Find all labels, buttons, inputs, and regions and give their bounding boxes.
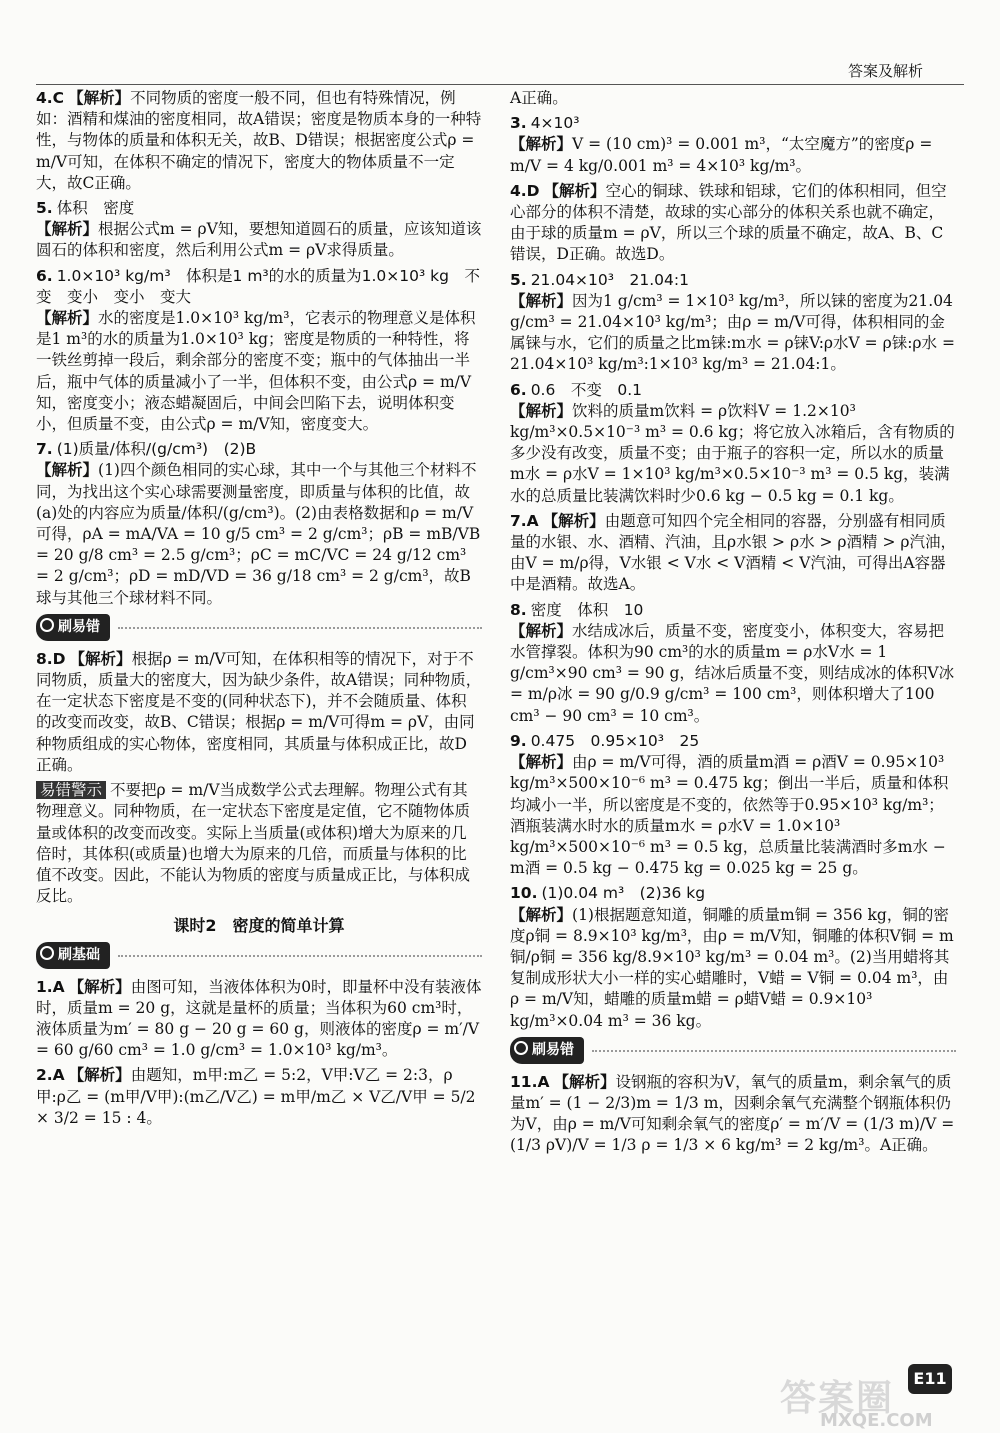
answer-item <box>510 731 956 879</box>
answer-item <box>36 1065 482 1129</box>
analysis-text: 由题意可知四个完全相同的容器，分别盛有相同质量的水银、水、酒精、汽油，且ρ水银 > ρ水 > ρ酒精 > ρ汽油，由V = m/ρ得，V水银 < V水 < V酒精 < V汽油，可得出A容器中是酒精。故选A。 <box>510 511 956 594</box>
header-rule <box>36 84 964 85</box>
question-number: 5. <box>510 270 527 289</box>
analysis-tag: 【解析】 <box>542 511 605 530</box>
answer-item <box>36 439 482 609</box>
analysis-text: 饮料的质量m饮料 = ρ饮料V = 1.2×10³ kg/m³×0.5×10⁻³ m³ = 0.6 kg；将它放入冰箱后，含有物质的多少没有改变，质量不变；由于瓶子的容积一定，所以水的质量m水 = ρ水V = 1×10³ kg/m³×0.5×10⁻³ m³ = 0.5 kg，装满水的总质量比装满饮料时少0.6 kg − 0.5 kg = 0.1 kg。 <box>510 401 955 505</box>
analysis-tag: 【解析】 <box>543 181 606 200</box>
section-badge: 刷易错 <box>510 1037 584 1064</box>
divider <box>118 955 482 957</box>
analysis-text: (1)四个颜色相同的实心球，其中一个与其他三个材料不同，为找出这个实心球需要测量密度，即质量与体积的比值，故(a)处的内容应为质量/体积/(g/cm³)。(2)由表格数据和ρ = m/V可得，ρA = mA/VA = 10 g/5 cm³ = 2 g/cm³；ρB = mB/VB = 20 g/8 cm³ = 2.5 g/cm³；ρC = mC/VC = 24 g/12 cm³ = 2 g/cm³；ρD = mD/VD = 36 g/18 cm³ = 2 g/cm³，故B球与其他三个球材料不同。 <box>36 461 481 607</box>
section-header-errors <box>36 615 482 641</box>
page-number: E11 <box>908 1364 952 1394</box>
question-number: 10. <box>510 884 538 903</box>
analysis-tag: 【解析】 <box>69 649 132 668</box>
question-number: 5. <box>36 199 53 218</box>
question-number: 3. <box>510 114 527 133</box>
question-number: 4.C <box>36 89 65 107</box>
answer-item <box>510 181 956 266</box>
question-number: 8.D <box>36 649 66 668</box>
analysis-text: 水结成冰后，质量不变，密度变小，体积变大，容易把水管撑裂。体积为90 cm³的水的质量m = ρ水V水 = 1 g/cm³×90 cm³ = 90 g，结冰后质量不变，则结成冰的体积V冰 = m/ρ冰 = 90 g/0.9 g/cm³ = 100 cm³，则体积增大了100 cm³ − 90 cm³ = 10 cm³。 <box>510 621 955 725</box>
answer-text: 0.475 0.95×10³ 25 <box>530 731 700 750</box>
analysis-tag: 【解析】 <box>510 621 573 640</box>
analysis-tag: 【解析】 <box>510 135 573 154</box>
answer-text: 4×10³ <box>530 114 580 133</box>
section-header-basics <box>36 943 482 969</box>
analysis-text: (1)根据题意知道，铜雕的质量m铜 = 356 kg，铜的密度ρ铜 = 8.9×10³ kg/m³，由ρ = m/V知，铜雕的体积V铜 = m铜/ρ铜 = 356 kg/8.9×10³ kg/m³ = 0.04 m³。(2)当用蜡将其复制成形状大小一样的实心蜡雕时，V蜡 = V铜 = 0.04 m³，由ρ = m/V知，蜡雕的质量m蜡 = ρ蜡V蜡 = 0.9×10³ kg/m³×0.04 m³ = 36 kg。 <box>510 905 954 1030</box>
question-number: 6. <box>36 266 53 285</box>
analysis-text: 根据公式m = ρV知，要想知道圆石的质量，应该知道该圆石的体积和密度，然后利用公式m = ρV求得质量。 <box>36 220 482 260</box>
section-badge: 刷易错 <box>36 614 110 641</box>
analysis-tag: 【解析】 <box>510 753 573 772</box>
answer-text: 21.04×10³ 21.04:1 <box>530 270 689 289</box>
analysis-tag: 【解析】 <box>36 461 99 480</box>
answer-item <box>510 380 956 507</box>
watermark-url: MXQE.COM <box>820 1410 933 1431</box>
analysis-tag: 【解析】 <box>36 220 99 239</box>
analysis-text: 不同物质的密度一般不同，但也有特殊情况，例如：酒精和煤油的密度相同，故A错误；密度是物质本身的一种特性，与物体的质量和体积无关，故B、D错误；根据密度公式ρ = m/V可知，在体积不确定的情况下，密度大的物体质量不一定大，故C正确。 <box>36 89 482 192</box>
warning-label: 易错警示 <box>36 781 106 799</box>
question-number: 7. <box>36 440 53 459</box>
answer-item <box>510 511 956 596</box>
answer-item <box>36 266 482 436</box>
question-number: 8. <box>510 600 527 619</box>
warning-text: 不要把ρ = m/V当成数学公式去理解。物理公式有其物理意义。同种物质，在一定状态下密度是定值，它不随物体质量或体积的改变而改变。实际上当质量(或体积)增大为原来的几倍时，其体积(或质量)也增大为原来的几倍，而质量与体积的比值不改变。因此，不能认为物质的密度与质量成正比，与体积成反比。 <box>36 781 471 906</box>
section-header-errors <box>510 1038 956 1064</box>
question-number: 2.A <box>36 1066 65 1085</box>
analysis-text: 由题知，m甲:m乙 = 5:2，V甲:V乙 = 2:3，ρ甲:ρ乙 = (m甲/V甲):(m乙/V乙) = m甲/m乙 × V乙/V甲 = 5/2 × 3/2 = 15 : 4。 <box>36 1066 476 1127</box>
answer-text: 体积 密度 <box>56 199 135 218</box>
analysis-tag: 【解析】 <box>68 89 131 107</box>
answer-text: 0.6 不变 0.1 <box>530 380 642 399</box>
analysis-tag: 【解析】 <box>510 905 573 924</box>
question-number: 6. <box>510 380 527 399</box>
analysis-tag: 【解析】 <box>510 291 573 310</box>
analysis-tag: 【解析】 <box>68 977 131 996</box>
error-warning <box>36 780 482 907</box>
section-badge: 刷基础 <box>36 942 110 969</box>
answer-item <box>510 600 956 727</box>
answer-text: (1)质量/体积/(g/cm³) (2)B <box>56 440 257 459</box>
analysis-text: V = (10 cm)³ = 0.001 m³，“太空魔方”的密度ρ = m/V = 4 kg/0.001 m³ = 4×10³ kg/m³。 <box>510 135 933 175</box>
analysis-tag: 【解析】 <box>553 1072 616 1091</box>
answer-item <box>510 270 956 376</box>
analysis-tag: 【解析】 <box>510 401 573 420</box>
analysis-text: 因为1 g/cm³ = 1×10³ kg/m³，所以铼的密度为21.04 g/cm³ = 21.04×10³ kg/m³；由ρ = m/V可得，体积相同的金属铼与水，它们的质量之比m铼:m水 = ρ铼V:ρ水V = ρ铼:ρ水 = 21.04×10³ kg/m³:1×10³ kg/m³ = 21.04:1。 <box>510 291 955 374</box>
answer-item <box>510 883 956 1031</box>
divider <box>118 627 482 629</box>
left-column <box>36 88 482 1133</box>
analysis-text: 由ρ = m/V可得，酒的质量m酒 = ρ酒V = 0.95×10³ kg/m³×500×10⁻⁶ m³ = 0.475 kg；倒出一半后，质量和体积均减小一半，所以密度是不变的，依然等于0.95×10³ kg/m³；酒瓶装满水时水的质量m水 = ρ水V = 1.0×10³ kg/m³×500×10⁻⁶ m³ = 0.5 kg，总质量比装满酒时多m水 − m酒 = 0.5 kg − 0.475 kg = 0.025 kg = 25 g。 <box>510 753 949 878</box>
analysis-text: 根据ρ = m/V可知，在体积相等的情况下，对于不同物质，质量大的密度大，因为缺少条件，故A错误；同种物质，在一定状态下密度是不变的(同种状态下)，并不会随质量、体积的改变而改变，故B、C错误；根据ρ = m/V可得m = ρV，由同种物质组成的实心物体，密度相同，其质量与体积成正比，故D正确。 <box>36 649 482 774</box>
answer-text: 密度 体积 10 <box>530 600 644 619</box>
question-number: 7.A <box>510 511 539 530</box>
answer-item <box>36 88 482 194</box>
answer-text: (1)0.04 m³ (2)36 kg <box>541 884 706 903</box>
watermark-logo: 答案圈 <box>780 1378 895 1419</box>
analysis-text: 水的密度是1.0×10³ kg/m³，它表示的物理意义是体积是1 m³的水的质量为1.0×10³ kg；密度是物质的一种特性，将一铁丝剪掉一段后，剩余部分的密度不变；瓶中的气体抽出一半后，瓶中气体的质量减小了一半，但体积不变，由公式ρ = m/V知，密度变小；液态蜡凝固后，中间会凹陷下去，说明体积变小，但质量不变，由公式ρ = m/V知，密度变大。 <box>36 309 476 434</box>
question-number: 9. <box>510 731 527 750</box>
analysis-text: 空心的铜球、铁球和铝球，它们的体积相同，但空心部分的体积不清楚，故球的实心部分的体积关系也就不确定，由于球的质量m = ρV，所以三个球的质量不确定，故A、B、C错误，D正确。故选D。 <box>510 181 947 264</box>
answer-item <box>36 649 482 776</box>
divider <box>592 1050 956 1052</box>
answer-item <box>36 198 482 262</box>
analysis-text: 设钢瓶的容积为V，氧气的质量m，剩余氧气的质量m′ = (1 − 2/3)m = 1/3 m，因剩余氧气充满整个钢瓶体积仍为V，由ρ = m/V可知剩余氧气的密度ρ′ = m′/V = (1/3 m)/V = (1/3 ρV)/V = 1/3 ρ = 1/3 × 6 kg/m³ = 2 kg/m³。A正确。 <box>510 1072 955 1155</box>
analysis-text: 由图可知，当液体体积为0时，即量杯中没有装液体时，质量m = 20 g，这就是量杯的质量；当体积为60 cm³时，液体质量为m′ = 80 g − 20 g = 60 g，则液体的密度ρ = m′/V = 60 g/60 cm³ = 1.0 g/cm³ = 1.0×10³ kg/m³。 <box>36 977 482 1060</box>
analysis-text: A正确。 <box>510 89 568 107</box>
right-column <box>510 88 956 1161</box>
question-number: 1.A <box>36 977 65 996</box>
question-number: 4.D <box>510 181 540 200</box>
answer-item <box>36 977 482 1062</box>
answer-item <box>510 1072 956 1157</box>
answer-item <box>510 88 956 109</box>
header-title: 答案及解析 <box>848 62 924 80</box>
analysis-tag: 【解析】 <box>36 309 99 328</box>
question-number: 11.A <box>510 1072 550 1091</box>
analysis-tag: 【解析】 <box>68 1066 131 1085</box>
lesson-title: 课时2 密度的简单计算 <box>173 916 345 936</box>
answer-text: 1.0×10³ kg/m³ 体积是1 m³的水的质量为1.0×10³ kg 不变 变小 变小 变大 <box>36 266 480 306</box>
answer-item <box>510 113 956 177</box>
